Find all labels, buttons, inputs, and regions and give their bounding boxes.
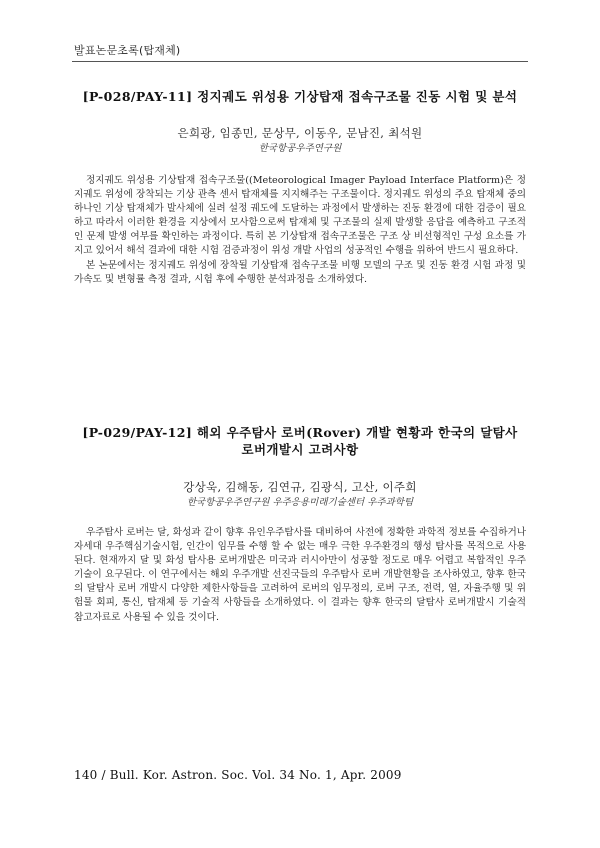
abstract-p028 — [74, 88, 526, 287]
abstract-title-line: 로버개발시 고려사항 — [241, 442, 359, 457]
section-header-label: 발표논문초록(탑재체) — [74, 44, 181, 57]
abstract-body — [74, 174, 526, 287]
abstract-title-line: [P-029/PAY-12] 해외 우주탐사 로버(Rover) 개발 현황과 한국의 달탐사 — [82, 425, 518, 440]
abstract-paragraph: 정지궤도 위성용 기상탑재 접속구조물((Meteorological Imager Payload Interface Platform)은 정지궤도 위성에 장착되는 기상 관측 센서 탑재체를 지지해주는 구조물이다. 정지궤도 위성의 주요 탑재체 중의 하나인 기상 탑재체가 발사체에 실려 설정 궤도에 도달하는 과정에서 발생하는 진동 환경에 대한 검증이 필요하고 따라서 이러한 환경을 지상에서 모사함으로써 탑재체 및 구조물의 실제 발생할 응답을 예측하고 구조적인 문제 발생 여부를 확인하는 과정이다. 특히 본 기상탑재 접속구조물은 구조 상 비선형적인 구성 요소를 가지고 있어서 해석 결과에 대한 시험 검증과정이 위성 개발 사업의 성공적인 수행을 위하여 반드시 필요하다. — [74, 175, 526, 257]
abstract-p029 — [74, 424, 526, 625]
abstract-authors: 은희광, 임종민, 문상무, 이동우, 문남진, 최석원 — [177, 126, 423, 140]
abstract-title — [74, 424, 526, 458]
header-divider — [72, 61, 528, 62]
abstract-affiliation: 한국항공우주연구원 우주응용미래기술센터 우주과학팀 — [186, 497, 414, 508]
abstract-paragraph: 우주탐사 로버는 달, 화성과 같이 향후 유인우주탐사를 대비하여 사전에 정확한 과학적 정보를 수집하거나 자세대 우주핵심기술시험, 인간이 임무를 수행 할 수 없는 매우 극한 우주환경의 행성 탐사를 목적으로 사용된다. 현재까지 달 및 화성 탐사용 로버개발은 미국과 러시아만이 성공할 정도로 매우 어렵고 복합적인 우주기술이 요구된다. 이 연구에서는 해외 우주개발 선진국들의 우주탐사 로버 개발현황을 조사하였고, 향후 한국의 달탐사 로버 개발시 다양한 제한사항들을 고려하여 로버의 임무정의, 로버 구조, 전력, 열, 자율주행 및 위험물 회피, 통신, 탑재체 등 기술적 사항들을 소개하였다. 이 결과는 향후 한국의 달탐사 로버개발시 기술적 참고자료로 사용될 수 있을 것이다. — [74, 527, 526, 623]
page-footer-citation: 140 / Bull. Kor. Astron. Soc. Vol. 34 No. 1, Apr. 2009 — [74, 768, 402, 782]
abstract-authors: 강상욱, 김해동, 김연규, 김광식, 고산, 이주희 — [183, 480, 417, 494]
abstract-affiliation: 한국항공우주연구원 — [258, 143, 342, 154]
abstract-body — [74, 526, 526, 625]
abstract-paragraph: 본 논문에서는 정지궤도 위성에 장착될 기상탑재 접속구조물 비행 모델의 구조 및 진동 환경 시험 과정 및 가속도 및 변형률 측정 결과, 시험 후에 수행한 분석과정을 소개하였다. — [74, 259, 526, 285]
abstract-title: [P-028/PAY-11] 정지궤도 위성용 기상탑재 접속구조물 진동 시험 및 분석 — [82, 89, 518, 104]
